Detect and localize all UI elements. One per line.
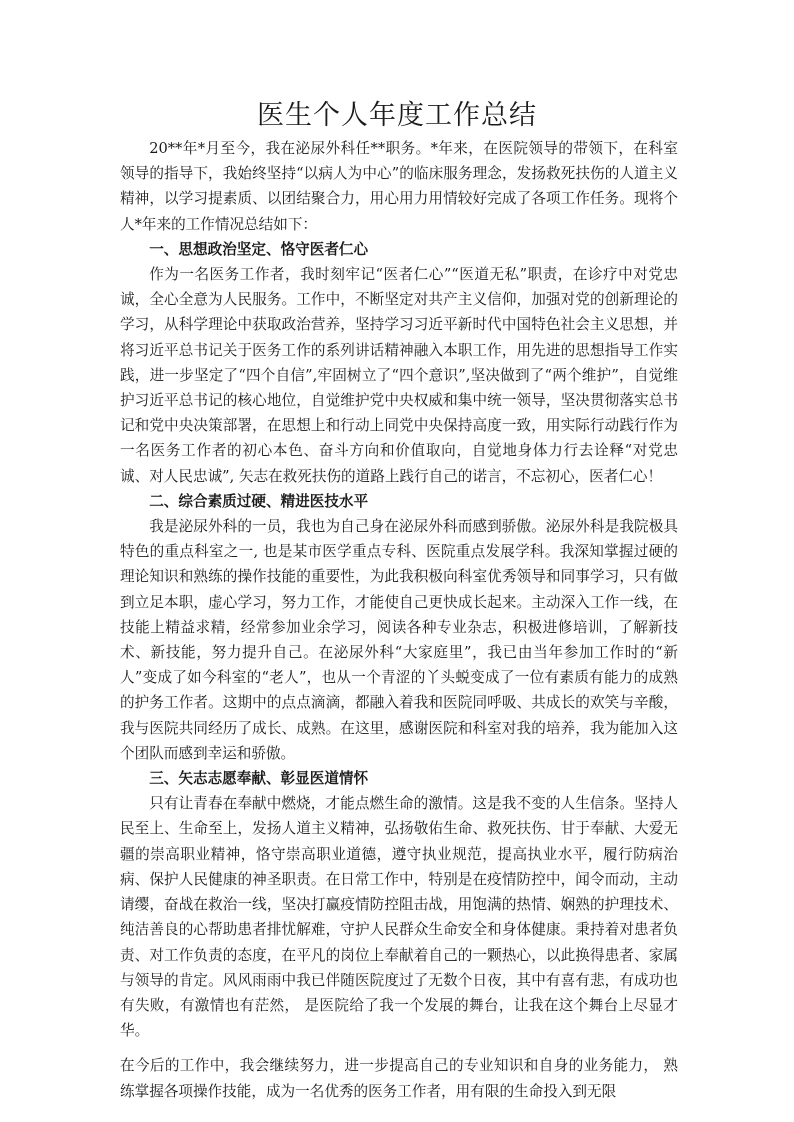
section-3-paragraph: 只有让青春在奉献中燃烧，才能点燃生命的激情。这是我不变的人生信条。坚持人民至上、生命至上，发扬人道主义精神，弘扬敬佑生命、救死扶伤、甘于奉献、大爱无疆的崇高职业精神，恪守崇高职业道德，遵守执业规范，提高执业水平，履行防病治病、保护人民健康的神圣职责。在日常工作中，特别是在疫情防控中，闻令而动，主动请缨，奋战在救治一线，坚决打赢疫情防控阻击战，用饱满的热情、娴熟的护理技术、纯洁善良的心帮助患者排忧解难，守护人民群众生命安全和身体健康。秉持着对患者负责、对工作负责的态度，在平凡的岗位上奉献着自己的一颗热心，以此换得患者、家属与领导的肯定。风风雨雨中我已伴随医院度过了无数个日夜，其中有喜有悲，有成功也有失败，有激情也有茫然， 是医院给了我一个发展的舞台，让我在这个舞台上尽显才华。 xyxy=(120,795,678,1040)
section-1-paragraph: 作为一名医务工作者，我时刻牢记“医者仁心”“医道无私”职责，在诊疗中对党忠诚，全心全意为人民服务。工作中，不断坚定对共产主义信仰，加强对党的创新理论的学习，从科学理论中获取政治营养，坚持学习习近平新时代中国特色社会主义思想，并将习近平总书记关于医务工作的系列讲话精神融入本职工作，用先进的思想指导工作实践，进一步坚定了“四个自信”,牢固树立了“四个意识”,坚决做到了“两个维护”，自觉维护习近平总书记的核心地位，自觉维护党中央权威和集中统一领导，坚决贯彻落实总书记和党中央决策部署，在思想上和行动上同党中央保持高度一致，用实际行动践行作为一名医务工作者的初心本色、奋斗方向和价值取向，自觉地身体力行去诠释“对党忠诚、对人民忠诚”, 矢志在救死扶伤的道路上践行自己的诺言，不忘初心，医者仁心！ xyxy=(120,266,678,485)
section-3-heading: 三、矢志志愿奉献、彰显医道情怀 xyxy=(149,770,369,788)
closing-paragraph: 在今后的工作中，我会继续努力，进一步提高自己的专业知识和自身的业务能力， 熟练掌握各项操作技能，成为一名优秀的医务工作者，用有限的生命投入到无限 xyxy=(120,1057,678,1100)
intro-paragraph: 20**年*月至今，我在泌尿外科任**职务。*年来，在医院领导的带领下，在科室领导的指导下，我始终坚持“以病人为中心”的临床服务理念，发扬救死扶伤的人道主义精神，以学习提素质、以团结聚合力，用心用力用情较好完成了各项工作任务。现将个人*年来的工作情况总结如下： xyxy=(120,140,678,233)
document-body xyxy=(120,136,678,1104)
section-1-heading: 一、思想政治坚定、恪守医者仁心 xyxy=(149,240,369,258)
section-2-paragraph: 我是泌尿外科的一员，我也为自己身在泌尿外科而感到骄傲。泌尿外科是我院极具特色的重点科室之一, 也是某市医学重点专科、医院重点发展学科。我深知掌握过硬的理论知识和熟练的操作技能的重要性，为此我积极向科室优秀领导和同事学习，只有做到立足本职，虚心学习，努力工作，才能使自己更快成长起来。主动深入工作一线，在技能上精益求精，经常参加业余学习，阅读各种专业杂志，积极进修培训，了解新技术、新技能，努力提升自己。在泌尿外科“大家庭里”，我已由当年参加工作时的“新人”变成了如今科室的“老人”，也从一个青涩的丫头蜕变成了一位有素质有能力的成熟的护务工作者。这期中的点点滴滴，都融入着我和医院同呼吸、共成长的欢笑与辛酸，我与医院共同经历了成长、成熟。在这里，感谢医院和科室对我的培养，我为能加入这个团队而感到幸运和骄傲。 xyxy=(120,518,678,762)
section-2-heading: 二、综合素质过硬、精进医技水平 xyxy=(149,492,369,510)
document-title: 医生个人年度工作总结 xyxy=(257,100,537,131)
